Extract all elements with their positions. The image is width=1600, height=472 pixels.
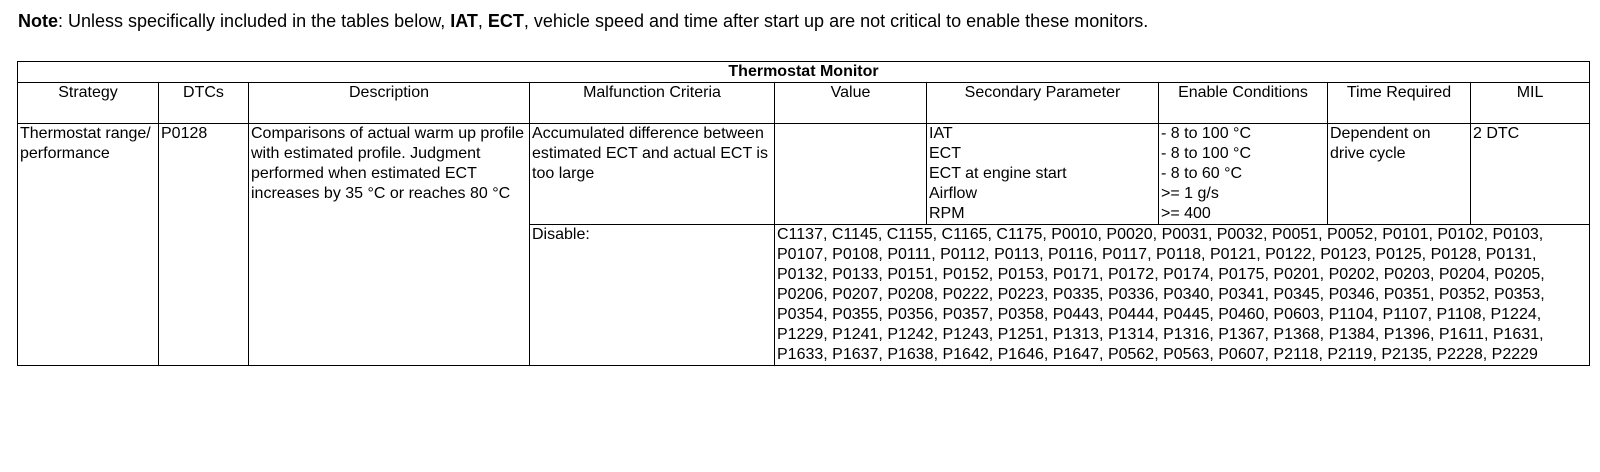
note-label: Note [18,11,58,31]
note-ect: ECT [487,11,524,31]
cell-description: Comparisons of actual warm up profile with estimated profile. Judgment performed when estimated ECT increases by 35 °C or reaches 80 °C [249,124,530,366]
header-secondary-parameter: Secondary Parameter [927,83,1159,124]
header-dtcs: DTCs [159,83,249,124]
secondary-item: IAT [929,125,953,142]
header-description: Description [249,83,530,124]
thermostat-monitor-table [17,61,1590,366]
header-mil: MIL [1471,83,1590,124]
secondary-item: ECT [929,145,961,162]
note-text-1: : Unless specifically included in the tables below, [58,11,451,31]
secondary-item: Airflow [929,185,978,202]
enable-item: - 8 to 100 °C [1161,145,1251,162]
header-value: Value [775,83,927,124]
note-iat: IAT [450,11,478,31]
header-enable-conditions: Enable Conditions [1159,83,1328,124]
secondary-item: ECT at engine start [929,165,1067,182]
cell-malfunction-criteria: Accumulated difference between estimated ECT and actual ECT is too large [530,124,775,225]
enable-item: - 8 to 100 °C [1161,125,1251,142]
enable-item: - 8 to 60 °C [1161,165,1243,182]
cell-dtcs: P0128 [159,124,249,366]
header-time-required: Time Required [1328,83,1471,124]
cell-mil: 2 DTC [1471,124,1590,225]
cell-value [775,124,927,225]
cell-strategy: Thermostat range/ performance [18,124,159,366]
table-row [18,124,1590,225]
cell-secondary-parameter [927,124,1159,225]
header-malfunction-criteria: Malfunction Criteria [530,83,775,124]
table-title: Thermostat Monitor [18,62,1590,83]
cell-time-required: Dependent on drive cycle [1328,124,1471,225]
secondary-item: RPM [929,205,965,222]
disable-codes: C1137, C1145, C1155, C1165, C1175, P0010, P0020, P0031, P0032, P0051, P0052, P0101, P0102, P0103, P0107, P0108, P0111, P0112, P0113, P0116, P0117, P0118, P0121, P0122, P0123, P0125, P0128, P0131, P0132, P0133, P0151, P0152, P0153, P0171, P0172, P0174, P0175, P0201, P0202, P0203, P0204, P0205, P0206, P0207, P0208, P0222, P0223, P0335, P0336, P0340, P0341, P0345, P0346, P0351, P0352, P0353, P0354, P0355, P0356, P0357, P0358, P0443, P0444, P0445, P0460, P0603, P1104, P1107, P1108, P1224, P1229, P1241, P1242, P1243, P1251, P1313, P1314, P1316, P1367, P1368, P1384, P1396, P1611, P1631, P1633, P1637, P1638, P1642, P1646, P1647, P0562, P0563, P0607, P2118, P2119, P2135, P2228, P2229 [775,225,1590,366]
disable-label: Disable: [530,225,775,366]
enable-item: >= 400 [1161,205,1211,222]
note-text-2: , vehicle speed and time after start up are not critical to enable these monitors. [523,11,1149,31]
cell-enable-conditions [1159,124,1328,225]
enable-item: >= 1 g/s [1161,185,1219,202]
note-separator: , [477,11,488,31]
header-strategy: Strategy [18,83,159,124]
note-paragraph [18,9,1148,33]
